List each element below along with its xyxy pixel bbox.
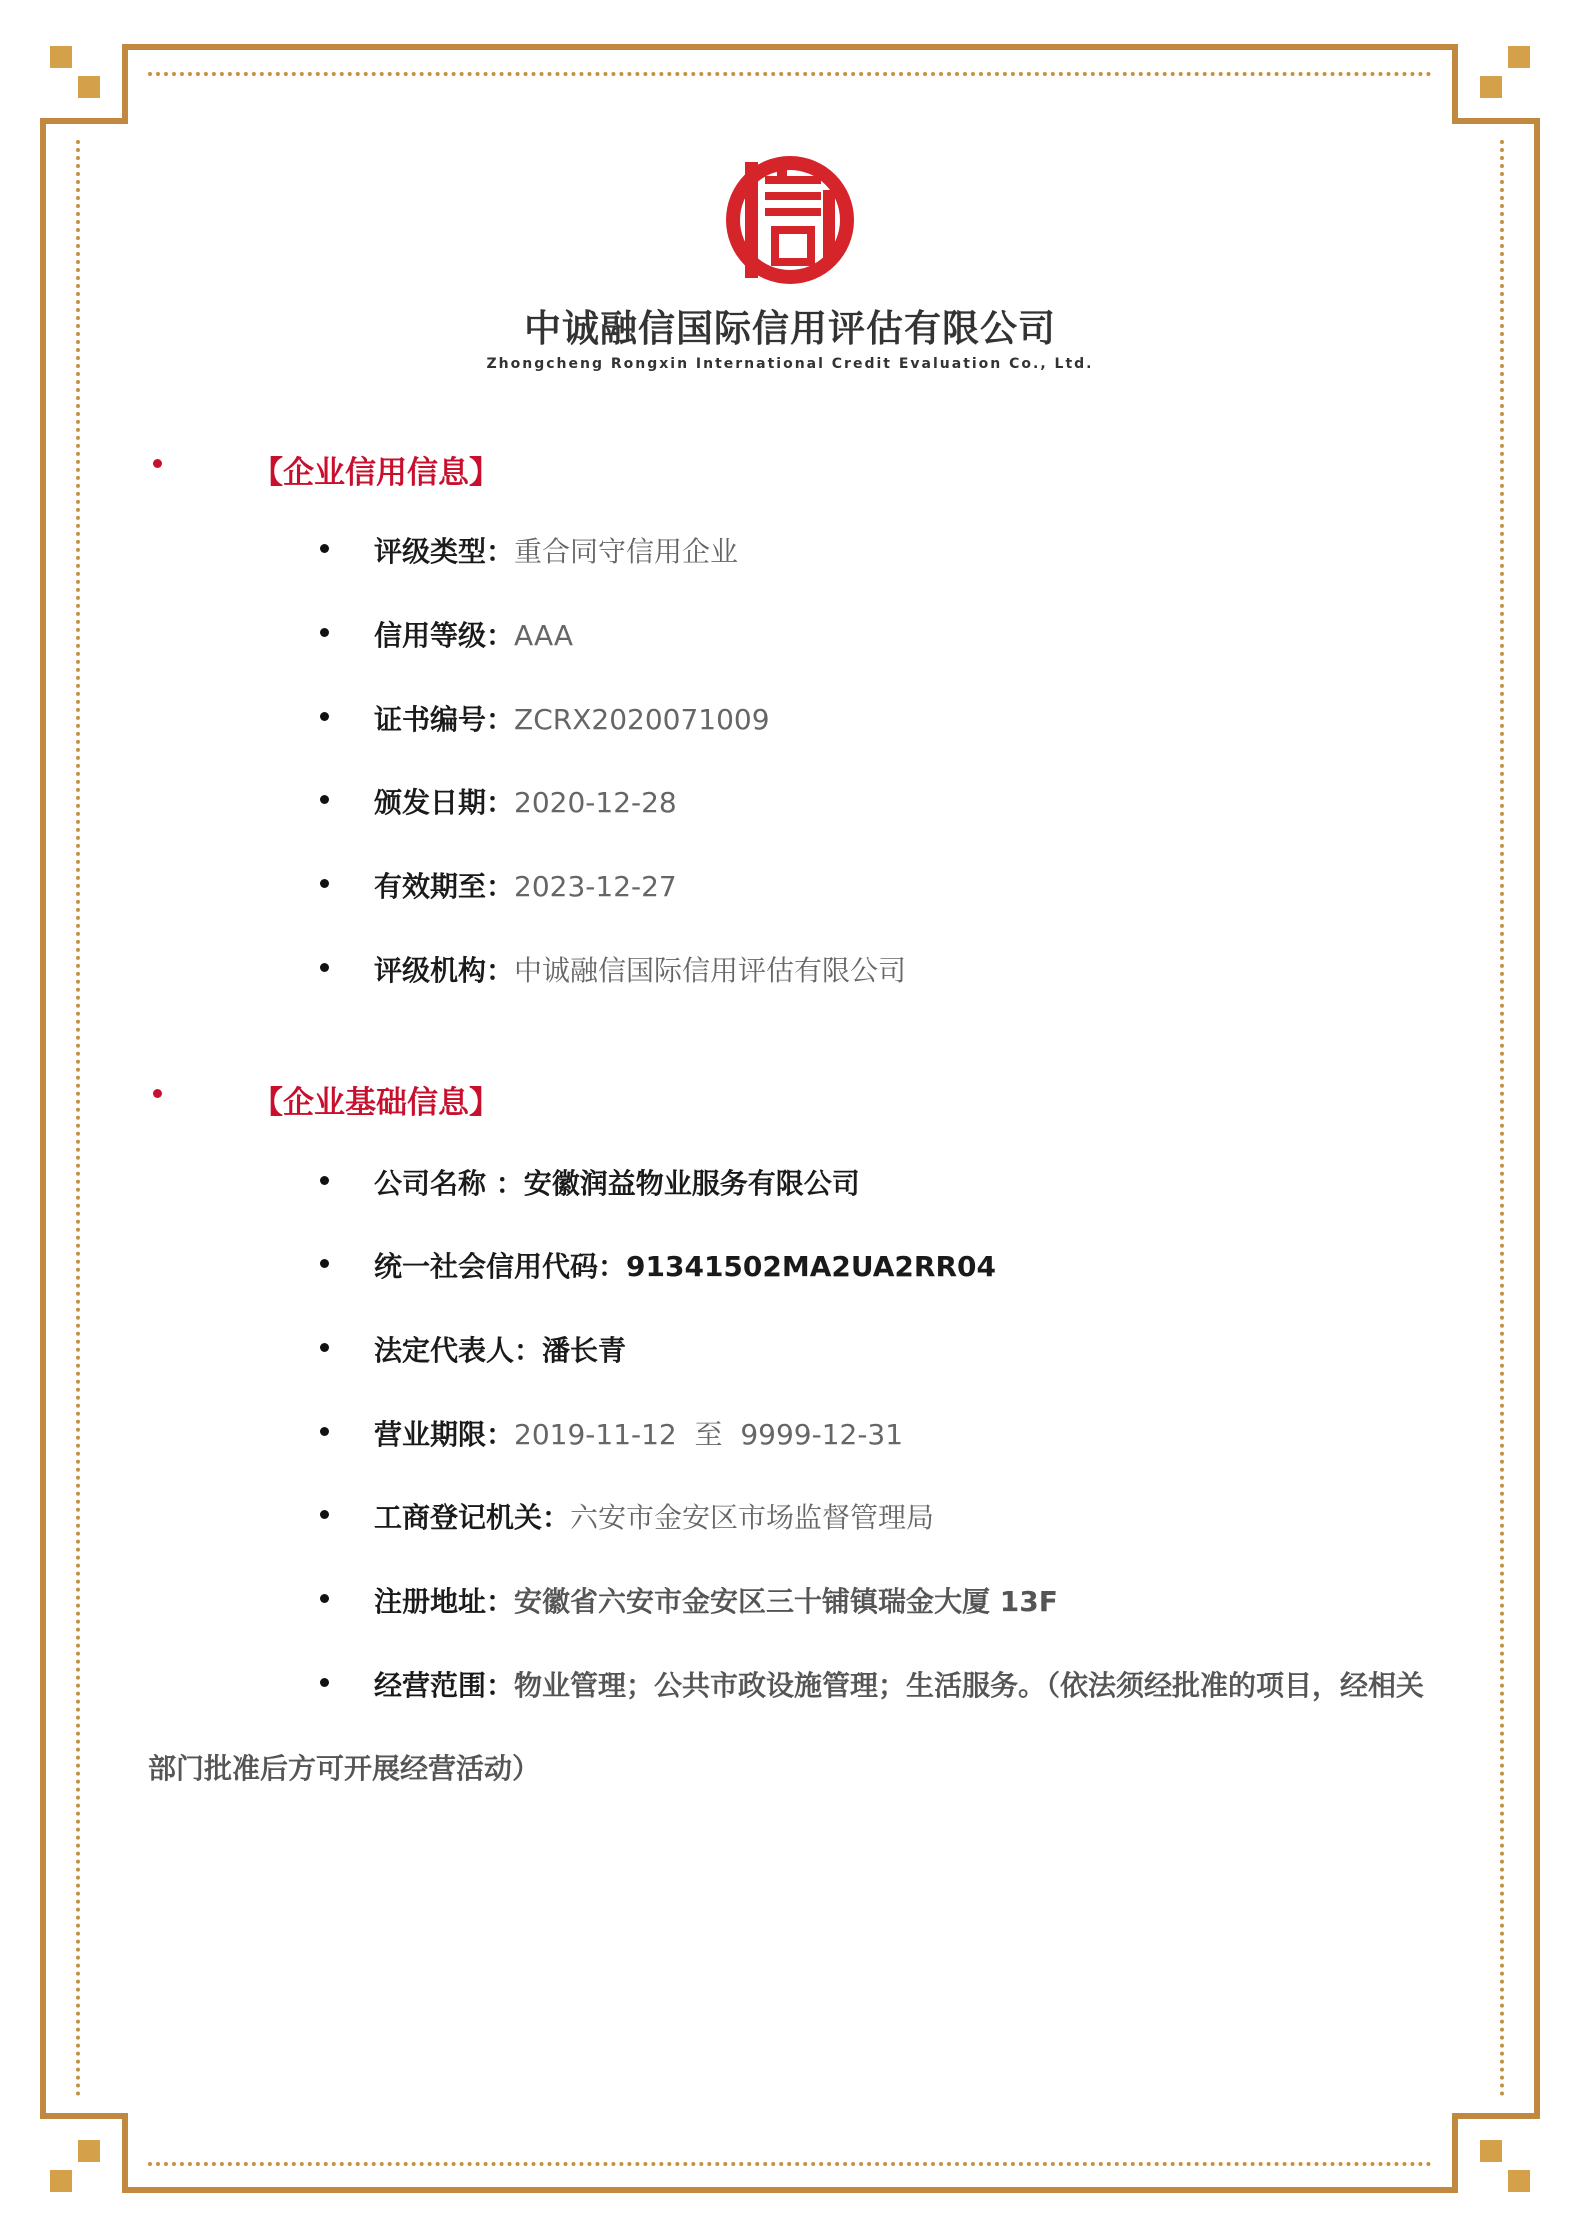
item-label: 评级类型： (374, 535, 515, 568)
item-value: 安徽润益物业服务有限公司 (523, 1167, 860, 1200)
item-value: 2020-12-28 (514, 786, 677, 819)
basic-section-header (0, 1077, 1580, 1121)
frame-right-dots (1500, 140, 1504, 2098)
item-label: 注册地址： (374, 1585, 515, 1618)
item-bullet (320, 1678, 329, 1687)
item-bullet (320, 1176, 329, 1185)
item-bullet (320, 1594, 329, 1603)
business-scope-continuation: 部门批准后方可开展经营活动） (148, 1752, 541, 1785)
item-bullet (320, 628, 329, 637)
frame-corner-br-h (1452, 2113, 1540, 2119)
item-value: 六安市金安区市场监督管理局 (570, 1501, 935, 1534)
item-bullet (320, 1343, 329, 1352)
corner-square-tl-1 (50, 46, 72, 68)
credit-item-valid-until (0, 865, 1580, 905)
section-bullet (153, 1089, 162, 1098)
item-value: AAA (514, 619, 574, 652)
item-bullet (320, 963, 329, 972)
frame-corner-tl-h (40, 118, 128, 124)
corner-square-tr-1 (1508, 46, 1530, 68)
section-bullet (153, 459, 162, 468)
frame-top-line (122, 44, 1458, 50)
basic-section-title: 【企业基础信息】 (252, 1085, 500, 1121)
company-name-en: Zhongcheng Rongxin International Credit Evaluation Co., Ltd. (486, 356, 1094, 372)
item-bullet (320, 879, 329, 888)
item-value: 中诚融信国际信用评估有限公司 (514, 954, 907, 987)
frame-left-dots (76, 140, 80, 2098)
frame-right-line (1534, 118, 1540, 2118)
basic-item-legal-rep (0, 1329, 1580, 1369)
item-label: 信用等级： (374, 619, 515, 652)
corner-square-br-1 (1508, 2170, 1530, 2192)
item-value: ZCRX2020071009 (514, 703, 770, 736)
item-bullet (320, 712, 329, 721)
frame-corner-bl-v (122, 2113, 128, 2193)
item-value: 潘长青 (542, 1334, 627, 1367)
corner-square-bl-1 (50, 2170, 72, 2192)
basic-item-registration-authority (0, 1496, 1580, 1536)
item-label: 公司名称 ： (374, 1167, 524, 1200)
basic-item-business-scope (0, 1664, 1580, 1704)
basic-item-registered-address (0, 1580, 1580, 1620)
item-value: 2023-12-27 (514, 870, 677, 903)
frame-corner-tr-v (1452, 44, 1458, 124)
item-value: 2019-11-12 至 9999-12-31 (514, 1418, 904, 1451)
credit-section-title: 【企业信用信息】 (252, 455, 500, 491)
corner-square-tl-2 (78, 76, 100, 98)
item-label: 评级机构： (374, 954, 515, 987)
frame-bottom-line (122, 2187, 1458, 2193)
frame-top-dots (148, 72, 1432, 76)
frame-left-line (40, 118, 46, 2118)
item-bullet (320, 795, 329, 804)
credit-item-credit-level (0, 614, 1580, 654)
credit-item-certificate-no (0, 698, 1580, 738)
credit-item-rating-type (0, 530, 1580, 570)
basic-item-business-term (0, 1413, 1580, 1453)
company-logo-block (0, 150, 1580, 372)
credit-item-issue-date (0, 781, 1580, 821)
company-name-cn: 中诚融信国际信用评估有限公司 (524, 307, 1056, 350)
item-label: 法定代表人： (374, 1334, 543, 1367)
basic-item-credit-code (0, 1245, 1580, 1285)
frame-corner-tr-h (1452, 118, 1540, 124)
item-bullet (320, 1427, 329, 1436)
credit-item-rating-agency (0, 949, 1580, 989)
credit-section-header (0, 447, 1580, 491)
basic-item-business-scope-cont (0, 1747, 1580, 1787)
item-value: 物业管理；公共市政设施管理；生活服务。（依法须经批准的项目，经相关 (514, 1669, 1425, 1702)
item-bullet (320, 1510, 329, 1519)
item-label: 证书编号： (374, 703, 515, 736)
item-bullet (320, 1259, 329, 1268)
corner-square-br-2 (1480, 2140, 1502, 2162)
item-label: 经营范围： (374, 1669, 515, 1702)
seal-logo-icon (705, 150, 875, 290)
frame-corner-bl-h (40, 2113, 128, 2119)
corner-square-tr-2 (1480, 76, 1502, 98)
frame-bottom-dots (148, 2162, 1432, 2166)
frame-corner-tl-v (122, 44, 128, 124)
item-bullet (320, 544, 329, 553)
item-value: 91341502MA2UA2RR04 (626, 1250, 997, 1283)
item-label: 统一社会信用代码： (374, 1250, 627, 1283)
item-value: 重合同守信用企业 (514, 535, 739, 568)
item-value: 安徽省六安市金安区三十铺镇瑞金大厦 13F (514, 1585, 1058, 1618)
item-label: 营业期限： (374, 1418, 515, 1451)
item-label: 颁发日期： (374, 786, 515, 819)
corner-square-bl-2 (78, 2140, 100, 2162)
frame-corner-br-v (1452, 2113, 1458, 2193)
item-label: 有效期至： (374, 870, 515, 903)
basic-item-company-name (0, 1162, 1580, 1202)
item-label: 工商登记机关： (374, 1501, 571, 1534)
